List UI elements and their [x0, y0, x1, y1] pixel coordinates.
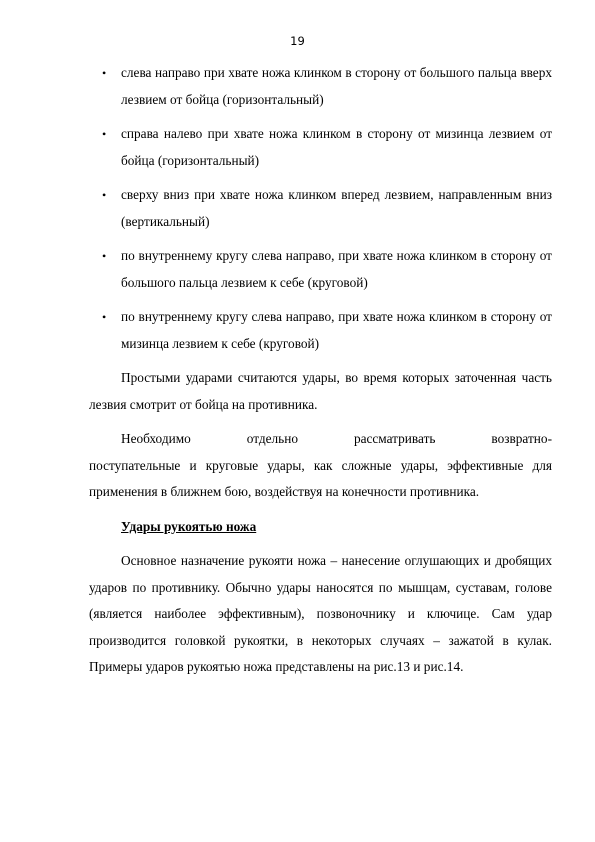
list-item [89, 60, 552, 113]
paragraph-handle-purpose: Основное назначение рукояти ножа – нанесение оглушающих и дробящих ударов по противнику. Обычно удары наносятся по мышцам, суставам, голове (является наиболее эффективным), позвоночнику и ключице. Сам удар производится головкой рукоятки, в некоторых случаях – зажатой в кулак. Примеры ударов рукоятью ножа представлены на рис.13 и рис.14. [89, 553, 552, 674]
paragraph-complex-strikes-first-line: Необходимо отдельно рассматривать возвратно- [121, 431, 552, 446]
list-item-text: справа налево при хвате ножа клинком в сторону от мизинца лезвием от бойца (горизонтальный) [121, 126, 552, 168]
bullet-icon: • [102, 249, 107, 263]
strike-direction-list [89, 60, 552, 357]
document-body [89, 60, 552, 689]
list-item-text: слева направо при хвате ножа клинком в сторону от большого пальца вверх лезвием от бойца (горизонтальный) [121, 65, 552, 107]
section-heading: Удары рукоятью ножа [121, 518, 257, 534]
list-item-text: по внутреннему кругу слева направо, при хвате ножа клинком в сторону от большого пальца лезвием к себе (круговой) [121, 248, 552, 290]
list-item-text: сверху вниз при хвате ножа клинком вперед лезвием, направленным вниз (вертикальный) [121, 187, 552, 229]
list-item [89, 243, 552, 296]
bullet-icon: • [102, 310, 107, 324]
paragraph-complex-strikes: поступательные и круговые удары, как сложные удары, эффективные для применения в ближнем бою, воздействуя на конечности противника. [89, 457, 552, 499]
bullet-icon: • [102, 66, 107, 80]
bullet-icon: • [102, 127, 107, 141]
page-number: 19 [290, 34, 305, 48]
paragraph-simple-strikes: Простыми ударами считаются удары, во время которых заточенная часть лезвия смотрит от бойца на противника. [89, 370, 552, 412]
list-item-text: по внутреннему кругу слева направо, при хвате ножа клинком в сторону от мизинца лезвием к себе (круговой) [121, 309, 552, 351]
list-item [89, 121, 552, 174]
list-item [89, 304, 552, 357]
list-item [89, 182, 552, 235]
bullet-icon: • [102, 188, 107, 202]
